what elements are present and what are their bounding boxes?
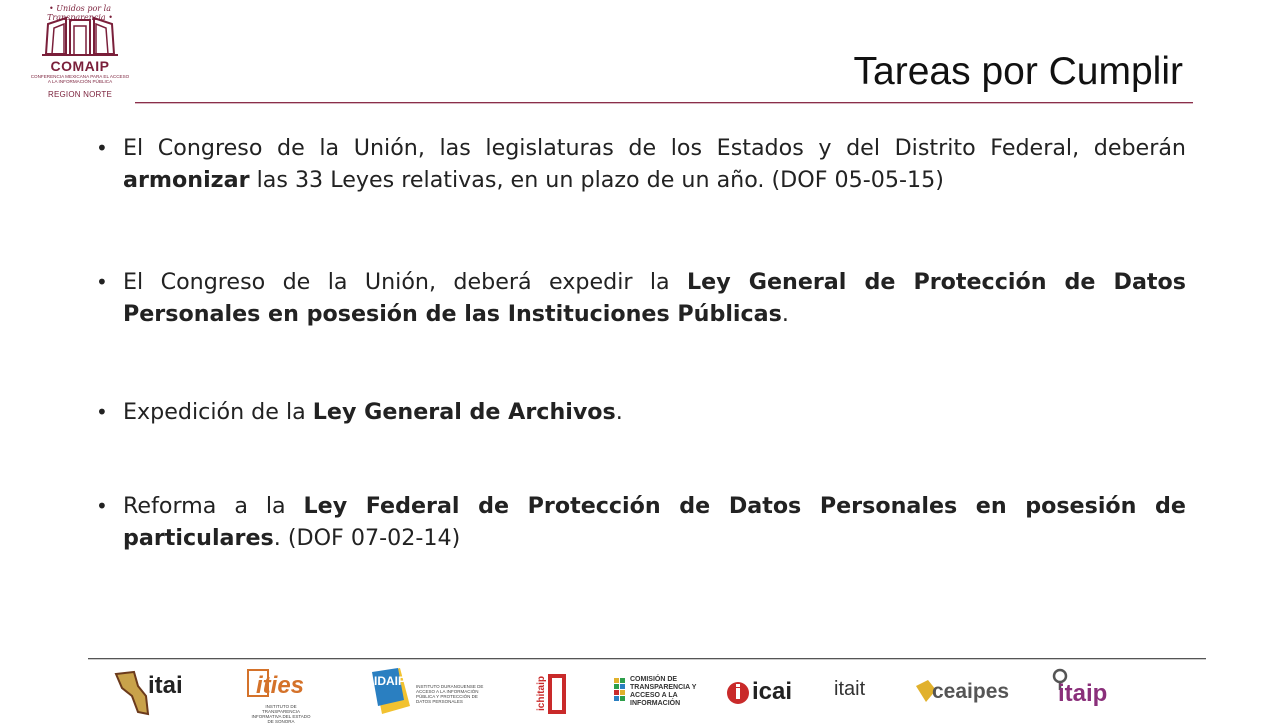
- bullet-icon: •: [96, 136, 108, 160]
- bullet-icon: •: [96, 270, 108, 294]
- ctai-logo: [612, 666, 708, 718]
- icai-logo: [726, 666, 798, 718]
- bullet-text: Expedición de la: [123, 399, 313, 425]
- comaip-logo: [30, 4, 130, 104]
- itaip-logo: [1050, 666, 1116, 718]
- bullet-bold-text: Ley General de Protección de Datos Personales en posesión de las Instituciones Públicas: [123, 269, 1186, 327]
- title-divider: [135, 102, 1193, 103]
- bullet-bold-text: Ley General de Archivos: [312, 399, 616, 425]
- logo-motto: • Unidos por la Transparencia •: [47, 4, 113, 22]
- ctai-line-4: INFORMACIÓN: [630, 700, 681, 707]
- ichitaip-logo: [528, 666, 570, 718]
- ceaipes-logo: [914, 666, 1014, 718]
- ceaipes-logo-text: ceaipes: [932, 680, 1010, 703]
- logo-name: COMAIP: [50, 58, 110, 74]
- footer-divider: [88, 658, 1206, 659]
- ichitaip-door-icon: [528, 666, 570, 718]
- bullet-text: .: [615, 399, 623, 425]
- bullet-icon: •: [96, 400, 108, 424]
- bullet-text: . (DOF 07-02-14): [273, 525, 461, 551]
- bullet-item: [96, 132, 1186, 196]
- ichitaip-logo-text: ichitaip: [536, 675, 548, 712]
- bullet-text: las 33 Leyes relativas, en un plazo de un año. (DOF 05-05-15): [249, 167, 944, 193]
- bullet-item: [96, 266, 1186, 330]
- itai-logo: [112, 666, 192, 718]
- itait-logo-text: itait: [834, 678, 866, 700]
- bullet-text: .: [781, 301, 789, 327]
- bullet-icon: •: [96, 494, 108, 518]
- bullet-bold-text: armonizar: [123, 167, 250, 193]
- bullet-text: El Congreso de la Unión, deberá expedir la: [123, 269, 688, 295]
- itait-logo: [832, 666, 892, 718]
- ities-logo: [246, 666, 316, 724]
- bullet-item: [96, 490, 1186, 554]
- idaip-logo: [370, 666, 488, 718]
- icai-circle-icon: [726, 666, 752, 718]
- bullet-bold-text: Ley Federal de Protección de Datos Personales en posesión de particulares: [123, 493, 1186, 551]
- ities-logo-text: ities: [256, 672, 305, 699]
- bullet-text: Reforma a la: [123, 493, 304, 519]
- idaip-subtitle: INSTITUTO DURANGUENSE DE ACCESO A LA INFORMACIÓN PÚBLICA Y PROTECCIÓN DE DATOS PERSONALES: [416, 684, 484, 704]
- ctai-line-3: ACCESO A LA: [630, 692, 678, 699]
- itaip-logo-text: itaip: [1058, 680, 1108, 707]
- idaip-logo-text: IDAIP: [374, 674, 407, 688]
- logo-subtitle: CONFERENCIA MEXICANA PARA EL ACCESO A LA INFORMACIÓN PÚBLICA: [30, 74, 130, 85]
- ctai-pixel-icon: [612, 666, 628, 714]
- slide-title: Tareas por Cumplir: [853, 50, 1183, 93]
- region-label: REGION NORTE: [47, 90, 113, 99]
- bullet-item: [96, 396, 1186, 428]
- ctai-line-2: TRANSPARENCIA Y: [630, 684, 697, 691]
- icai-logo-text: icai: [752, 678, 793, 705]
- ities-subtitle: INSTITUTO DE TRANSPARENCIA INFORMATIVA DEL ESTADO DE SONORA: [251, 704, 311, 724]
- itai-logo-text: itai: [148, 672, 183, 699]
- ctai-line-1: COMISIÓN DE: [630, 676, 678, 683]
- bullet-text: El Congreso de la Unión, las legislaturas de los Estados y del Distrito Federal, deberán: [123, 135, 1186, 161]
